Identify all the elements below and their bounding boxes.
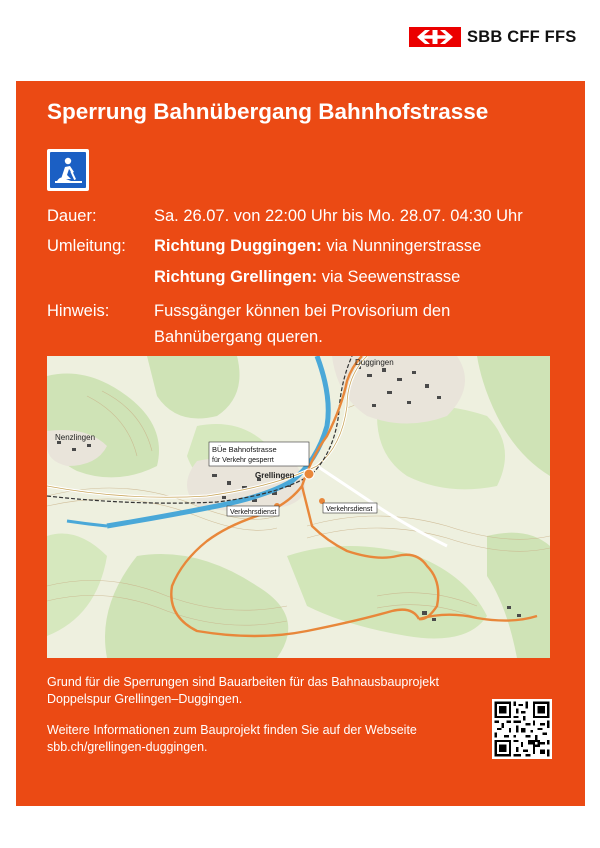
sbb-arrows-logo-icon — [409, 27, 461, 47]
detour-duggingen — [154, 236, 481, 257]
reason-line1: Grund für die Sperrungen sind Bauarbeiten für das Bahnausbauprojekt — [47, 675, 439, 689]
info-line2-website[interactable]: sbb.ch/grellingen-duggingen. — [47, 740, 208, 754]
detour-direction-duggingen: Richtung Duggingen: — [154, 237, 322, 255]
sbb-logo — [409, 27, 576, 47]
map-label-closure-line2: für Verkehr gesperrt — [212, 457, 274, 464]
map-label-traffic-service-1: Verkehrsdienst — [230, 509, 277, 516]
detour-label: Umleitung: — [47, 237, 126, 255]
construction-worker-sign-icon — [47, 149, 89, 191]
notice-title: Sperrung Bahnübergang Bahnhofstrasse — [47, 99, 489, 124]
map-label-duggingen: Duggingen — [355, 358, 394, 367]
note-label: Hinweis: — [47, 302, 110, 320]
map-label-nenzlingen: Nenzlingen — [55, 433, 96, 442]
map-label-grellingen: Grellingen — [255, 471, 295, 480]
closure-notice-panel — [16, 81, 585, 806]
brand-name: SBB CFF FFS — [467, 27, 577, 46]
qr-code-icon[interactable] — [492, 699, 552, 759]
detour-direction-grellingen: Richtung Grellingen: — [154, 268, 318, 286]
detour-via-duggingen: via Nunningerstrasse — [326, 237, 482, 255]
map-label-closure-line1: BÜe Bahnofstrasse — [212, 445, 277, 454]
duration-label: Dauer: — [47, 207, 97, 225]
detour-map — [47, 356, 550, 658]
duration-value: Sa. 26.07. von 22:00 Uhr bis Mo. 28.07. 04:30 Uhr — [154, 207, 523, 225]
map-label-traffic-service-2: Verkehrsdienst — [326, 506, 373, 513]
note-value-line1: Fussgänger können bei Provisorium den — [154, 302, 451, 320]
info-line1: Weitere Informationen zum Bauprojekt finden Sie auf der Webseite — [47, 723, 417, 737]
detour-grellingen — [154, 267, 460, 288]
note-value-line2: Bahnübergang queren. — [154, 328, 323, 346]
reason-line2: Doppelspur Grellingen–Duggingen. — [47, 692, 243, 706]
detour-via-grellingen: via Seewenstrasse — [321, 268, 461, 286]
